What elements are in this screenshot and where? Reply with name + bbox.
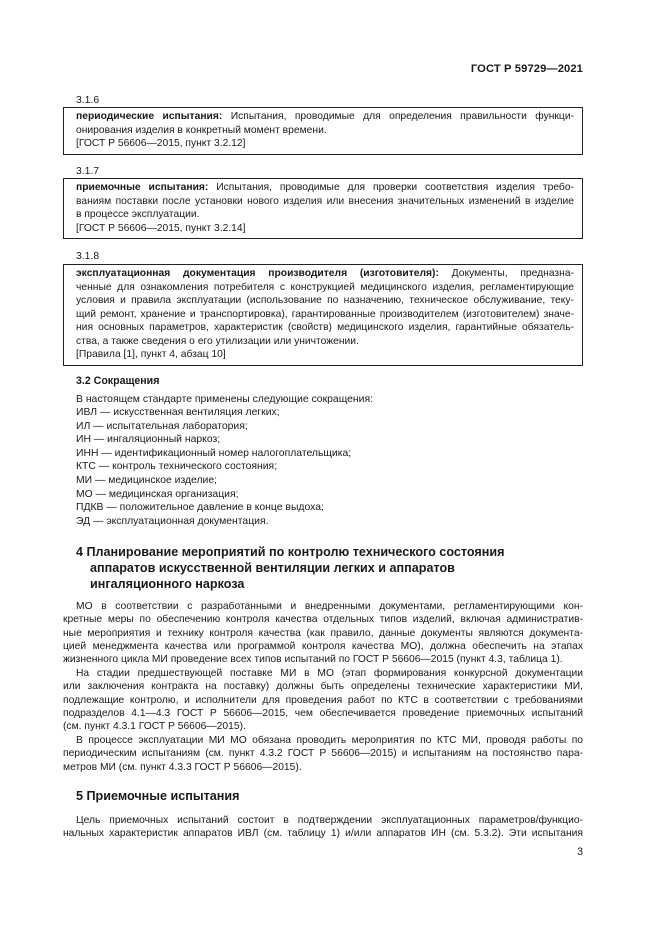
list-item: КТС — контроль технического состояния; [76, 461, 278, 473]
list-item: ИН — ингаляционный наркоз; [76, 434, 221, 446]
term-first-line [76, 267, 574, 281]
paragraph-line: жизненного цикла МИ проведение всех типов испытаний по ГОСТ Р 56606—2015 (пункт 4.3, таблица 1). [63, 654, 563, 666]
term-box [63, 178, 583, 239]
term-name: эксплуатационная документация производителя (изготовителя): [76, 268, 439, 279]
page-header: ГОСТ Р 59729—2021 [470, 63, 583, 75]
term-first-line [76, 181, 574, 195]
paragraph-line: цией менеджмента качества или программой контроля качества МО), должна обеспечить на этапах [63, 640, 583, 652]
paragraph-line: метров МИ (см. пункт 4.3.3 ГОСТ Р 56606—2015). [63, 761, 302, 773]
paragraph-line: (см. пункт 4.3.1 ГОСТ Р 56606—2015). [63, 721, 246, 733]
term-number: 3.1.6 [76, 95, 100, 106]
term-box [63, 107, 583, 155]
term-definition-start: Документы, предназна- [438, 268, 574, 279]
term-definition-start: Испытания, проводимые для проверки соответствия изделия требо- [208, 182, 574, 193]
paragraph [63, 600, 583, 666]
list-item: ИНН — идентификационный номер налогоплательщика; [76, 447, 352, 459]
section-heading-line: 4 Планирование мероприятий по контролю технического состояния [76, 545, 505, 559]
subsection-title: 3.2 Сокращения [76, 375, 160, 387]
section-heading-line: ингаляционного наркоза [90, 577, 245, 591]
list-item: ИЛ — испытательная лаборатория; [76, 420, 248, 432]
paragraph [63, 734, 583, 774]
paragraph-line: подлежащие контролю, и исполнители для проведения работ по КТС в соответствии с требованиями [63, 694, 583, 706]
section-heading-line: аппаратов искусственной вентиляции легких и аппаратов [90, 561, 455, 575]
term-name: приемочные испытания: [76, 182, 209, 193]
list-item: МИ — медицинское изделие; [76, 474, 218, 486]
abbreviations-list [76, 406, 351, 528]
term-definition-line: щий ремонт, хранение и транспортировка), гарантированные производителем (изготовителем) значе- [76, 308, 574, 320]
term-number: 3.1.8 [76, 251, 100, 262]
term-name: периодические испытания: [76, 111, 223, 122]
section-heading [76, 544, 576, 592]
term-number: 3.1.7 [76, 166, 100, 177]
term-source: [ГОСТ Р 56606—2015, пункт 3.2.14] [76, 222, 246, 234]
abbreviations-intro: В настоящем стандарте применены следующие сокращения: [76, 394, 373, 405]
list-item: МО — медицинская организация; [76, 488, 239, 500]
term-definition-line: ния основных параметров, характеристик (свойств) медицинского изделия, гарантийные обязатель- [76, 322, 574, 333]
list-item: ПДКВ — положительное давление в конце выдоха; [76, 502, 324, 514]
paragraph-line: или заключения контракта на поставку) должны быть определены технические характеристики МИ, [63, 681, 583, 693]
paragraph-line: ные мероприятия и технику контроля качества (как правило, данные документы являются документа- [63, 627, 583, 639]
paragraph-line: На стадии предшествующей поставке МИ в МО (этап формирования конкурсной документации [76, 668, 583, 679]
term-source: [ГОСТ Р 56606—2015, пункт 3.2.12] [76, 138, 246, 149]
term-first-line [76, 110, 574, 124]
paragraph-line: МО в соответствии с разработанными и внедренными документами, регламентирующими кон- [76, 601, 583, 612]
paragraph-line: Цель приемочных испытаний состоит в подтверждении эксплуатационных параметров/функцио- [76, 815, 583, 826]
term-definition-line: в процессе эксплуатации. [76, 209, 200, 220]
term-box [63, 264, 583, 366]
paragraph-line: кретные меры по обеспечению контроля качества отдельных типов изделий, включая административ- [63, 614, 583, 626]
paragraph-line: подразделов 4.1—4.3 ГОСТ Р 56606—2015, чем обеспечивается проведение приемочных испытаний [63, 707, 583, 719]
list-item: ИВЛ — искусственная вентиляция легких; [76, 407, 280, 418]
term-definition-line: ваниям поставки после установки нового изделия или внесения значительных изменений в изделие [76, 195, 574, 207]
term-source: [Правила [1], пункт 4, абзац 10] [76, 349, 226, 360]
section-heading: 5 Приемочные испытания [76, 789, 240, 803]
term-definition-line: ченные для ознакомления потребителя с конструкцией медицинского изделия, регламентирующие [76, 281, 574, 293]
list-item: ЭД — эксплуатационная документация. [76, 515, 269, 527]
paragraph-line: нальных характеристик аппаратов ИВЛ (см. таблицу 1) и/или аппаратов ИН (см. 5.3.2). Эти испытания [63, 828, 583, 840]
term-definition-line: онирования изделия в конкретный момент времени. [76, 124, 327, 136]
term-definition-line: ства, а также сведения о его утилизации или уничтожении. [76, 335, 359, 347]
paragraph-line: В процессе эксплуатации МИ МО обязана проводить мероприятия по КТС МИ, проводя работы по [76, 735, 583, 746]
paragraph [63, 667, 583, 733]
page-number: 3 [577, 846, 583, 858]
paragraph [63, 814, 583, 841]
paragraph-line: периодическим испытаниям (см. пункт 4.3.2 ГОСТ Р 56606—2015) и испытаниям на постоянство пара- [63, 748, 583, 760]
term-definition-line: условия и правила эксплуатации (использование по назначению, техническое обслуживание, теку- [76, 295, 574, 306]
term-definition-start: Испытания, проводимые для определения правильности функци- [222, 111, 575, 122]
